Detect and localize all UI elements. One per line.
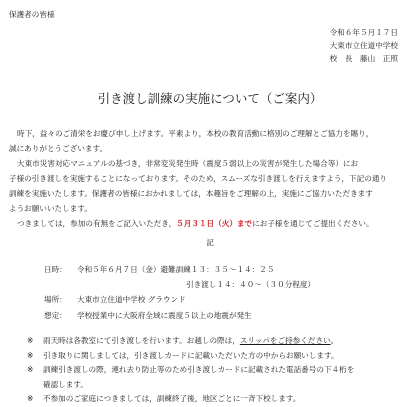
body-line: 時下，益々のご清栄をお慶び申し上げます。平素より，本校の教育活動に格別のご理解とご協力を賜り， (17, 129, 374, 138)
note-item (27, 363, 354, 378)
place-label: 場所： (44, 295, 67, 305)
datetime-label: 日時： (44, 265, 67, 274)
deadline-date: ５月３１日（火）まで (176, 219, 253, 228)
school-name: 大東市立住道中学校 (329, 41, 398, 50)
body-line: 訓練を実施いたします。保護者の皆様におかれましては，本趣旨をご理解の上，実施にご協力いただきます (9, 189, 373, 198)
scenario-value: 学校授業中に大阪府全域に震度５以上の地震が発生 (77, 310, 252, 320)
body-line: 誠にありがとうございます。 (9, 144, 108, 153)
note-mark: ※ (27, 350, 34, 360)
note-text-part: 。 (330, 336, 339, 345)
note-text: 訓練引き渡しの際，連れ去り防止等のため引き渡しカードに記載された電話番号の下４桁を (43, 365, 355, 375)
note-item (27, 334, 354, 349)
body-line: ようお願いいたします。 (9, 204, 92, 213)
handover-time: 引き渡し１４：４０～（３０分程度） (186, 280, 316, 290)
note-text-part: 雨天時は各教室にて引き渡しを行います。お越しの際は， (43, 336, 240, 345)
scenario-label: 想定： (44, 310, 67, 320)
place-value: 大東市立住道中学校 グラウンド (77, 295, 186, 305)
body-line: 大東市災害対応マニュアルの基づき，非常変災発生時（震度５弱以上の災害が発生した場合等）にお (17, 159, 359, 168)
note-continuation: 確認します。 (43, 379, 88, 389)
addressee: 保護者の皆様 (9, 10, 55, 19)
slippers-emphasis: スリッパをご持参ください (239, 336, 331, 345)
body-text (9, 126, 411, 231)
note-text: 不参加のご家庭につきましては，訓練終了後，地区ごとに一斉下校します。 (43, 394, 301, 404)
note-mark: ※ (27, 365, 34, 375)
note-item (27, 392, 354, 407)
issue-date: 令和６年５月１７日 (329, 28, 398, 37)
deadline-suffix: にお子様を通じてご提出ください。 (252, 219, 374, 228)
principal-name: 校 長 藤山 正照 (329, 54, 398, 63)
document-title: 引き渡し訓練の実施について（ご案内） (97, 91, 323, 106)
body-line-deadline (9, 216, 411, 231)
note-text: 引き取りに関しましては，引き渡しカードに記載いただいた方の中からお願いします。 (43, 350, 339, 360)
body-line: 子様の引き渡しを実施することになっております。そのため，スムーズな引き渡しを行えますよう，下記の通り (9, 174, 388, 183)
datetime-value: 令和５年６月７日（金）避難訓練１３：３５～１４：２５ (77, 265, 275, 274)
details-block (44, 262, 315, 323)
note-text (43, 334, 338, 349)
note-mark: ※ (27, 394, 34, 404)
note-mark: ※ (27, 336, 34, 345)
notes-list (27, 334, 354, 407)
deadline-prefix: つきましては，参加の有無をご記入いただき， (17, 219, 177, 228)
ki-heading: 記 (206, 238, 214, 247)
note-item (27, 349, 354, 364)
